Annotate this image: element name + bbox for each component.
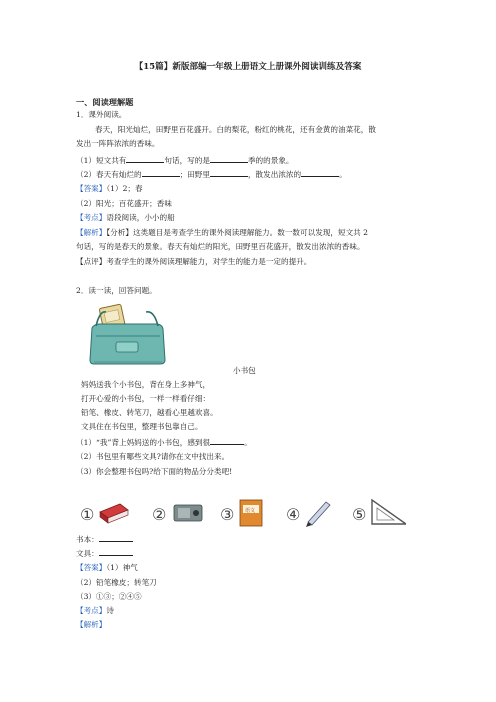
- q1-comment: [76, 257, 311, 267]
- item-label-4: ④: [286, 505, 301, 524]
- schoolbag-icon: [86, 302, 168, 368]
- stationery-blank[interactable]: [99, 548, 133, 556]
- q1-sub2-text-b: ；田野里: [179, 170, 210, 179]
- q1-passage-line-1: 春天，阳光灿烂，田野里百花盛开。白的梨花，粉红的桃花，还有金黄的油菜花，散: [95, 125, 376, 134]
- poem-line-1: 妈妈送我个小书包，背在身上多神气，: [81, 380, 211, 389]
- q1-passage-line-2: 发出一阵阵浓浓的香味。: [76, 139, 160, 148]
- q2-subquestion-1: [76, 437, 252, 448]
- q2-sub1-text-b: 。: [244, 438, 252, 447]
- q2-answer-3: （3）①③；②④⑤: [76, 592, 142, 601]
- q2-answer: [76, 563, 138, 573]
- poem-line-2: 打开心爱的小书包，一样一样看仔细：: [81, 394, 211, 403]
- q1-sub2-blank-3[interactable]: [301, 169, 339, 177]
- q2-sub1-blank[interactable]: [210, 437, 244, 445]
- q2-analysis-tag: 【解析】: [76, 620, 107, 629]
- q1-sub2-text-c: ，散发出浓浓的: [247, 170, 302, 179]
- stationery-line: [76, 548, 133, 559]
- books-label: 书本：: [76, 535, 99, 544]
- red-book-icon: [100, 504, 128, 523]
- q2-sub1-text-a: （1）“我”背上妈妈送的小书包，感到很: [76, 438, 211, 447]
- textbook-label: 语文: [245, 508, 256, 514]
- books-blank[interactable]: [99, 534, 133, 542]
- item-label-2: ②: [152, 505, 167, 524]
- item-label-3: ③: [220, 505, 235, 524]
- q2-subquestion-2: （2）书包里有哪些文具?请你在文中找出来。: [76, 452, 230, 461]
- q1-comment-text: 考查学生的课外阅读理解能力，对学生的能力是一定的提升。: [106, 257, 312, 266]
- document-title: 【15篇】新版部编一年级上册语文上册课外阅读训练及答案: [134, 62, 362, 72]
- q1-keypoint-text: 语段阅读，小小的船: [106, 213, 175, 222]
- q1-sub2-blank-1[interactable]: [142, 169, 180, 177]
- schoolbag-illustration: [86, 302, 168, 368]
- q1-subquestion-2: [76, 169, 347, 180]
- q2-keypoint-tag: 【考点】: [76, 606, 107, 615]
- q2-keypoint-text: 诗: [106, 606, 114, 615]
- q1-answer-2: （2）阳光；百花盛开；香味: [76, 199, 172, 208]
- q2-keypoint: [76, 606, 114, 616]
- q1-answer: [76, 184, 143, 194]
- q1-analysis-line-2: 句话，写的是春天的景象。春天有灿烂的阳光，田野里百花盛开，散发出浓浓的香味。: [76, 242, 365, 251]
- item-label-1: ①: [80, 505, 95, 524]
- q2-answer-tag: 【答案】: [76, 563, 107, 572]
- q1-number: 1．课外阅读。: [76, 110, 127, 119]
- q1-sub2-text-d: 。: [339, 170, 347, 179]
- stationery-label: 文具：: [76, 549, 99, 558]
- set-square-icon: [372, 500, 406, 524]
- poem-line-3: 铅笔、橡皮、转笔刀，越看心里越欢喜。: [81, 408, 218, 417]
- q2-answer-2: （2）铅笔橡皮；转笔刀: [76, 578, 157, 587]
- pencil-icon: [306, 502, 330, 527]
- q1-subquestion-1: [76, 155, 294, 166]
- item-label-5: ⑤: [352, 505, 367, 524]
- q1-sub1-blank-1[interactable]: [126, 155, 164, 163]
- poem-title: 小书包: [233, 366, 256, 375]
- section-heading: 一、阅读理解题: [76, 97, 134, 107]
- q1-analysis: [76, 228, 368, 238]
- pencil-sharpener-icon: [174, 505, 202, 521]
- q1-sub1-text-b: 句话，写的是: [164, 156, 210, 165]
- q1-analysis-tag: 【解析】: [76, 228, 107, 237]
- poem-line-4: 文具住在书包里，整理书包靠自己。: [81, 422, 203, 431]
- q1-sub1-text-c: 季的的景象。: [247, 156, 294, 165]
- q1-sub1-text-a: （1）短文共有: [76, 156, 127, 165]
- items-illustration: [80, 496, 406, 528]
- textbook-icon: [240, 500, 262, 526]
- q1-sub2-blank-2[interactable]: [210, 169, 248, 177]
- q2-subquestion-3: （3）你会整理书包吗?给下面的物品分分类吧!: [76, 467, 233, 476]
- items-row: [80, 496, 406, 528]
- q2-number: 2．读一读，回答问题。: [76, 286, 157, 295]
- q1-comment-tag: 【点评】: [76, 257, 107, 266]
- q1-sub1-blank-2[interactable]: [210, 155, 248, 163]
- q1-answer-1: （1）2；春: [106, 184, 143, 193]
- q1-analysis-line-1: 【分析】这类题目是考查学生的课外阅读理解能力。数一数可以发现，短文共 2: [106, 228, 369, 237]
- q1-sub2-text-a: （2）春天有灿烂的: [76, 170, 142, 179]
- q1-keypoint-tag: 【考点】: [76, 213, 107, 222]
- q2-answer-1: （1）神气: [106, 563, 138, 572]
- q1-answer-tag: 【答案】: [76, 184, 107, 193]
- books-line: [76, 534, 133, 545]
- q1-keypoint: [76, 213, 175, 223]
